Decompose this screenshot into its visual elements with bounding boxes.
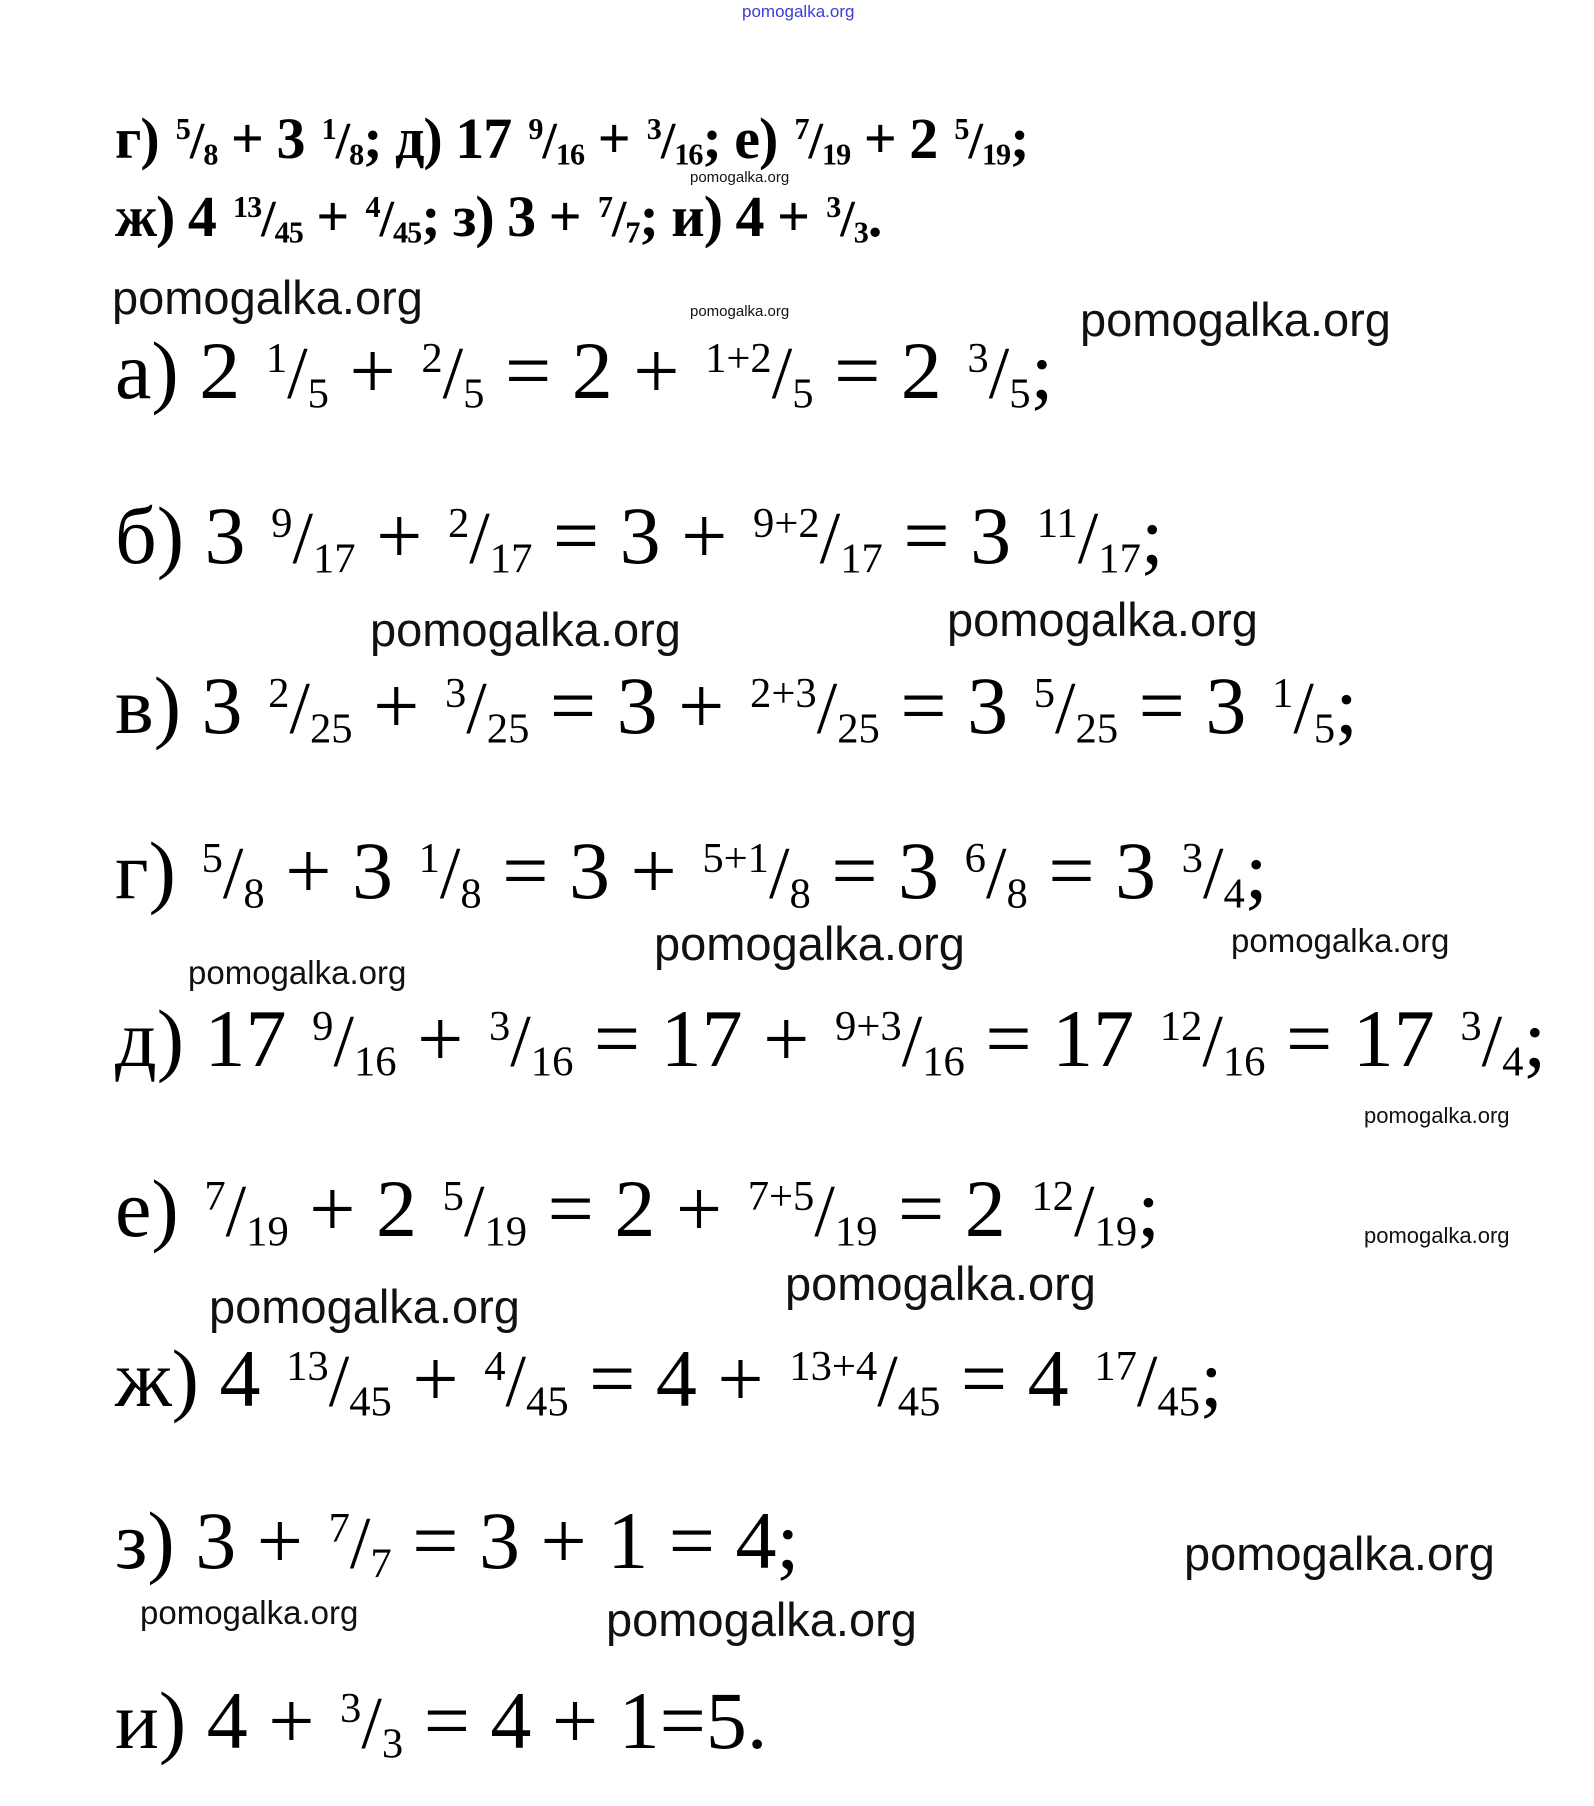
fraction — [830, 998, 965, 1084]
expression-text: ; — [1030, 325, 1054, 416]
fraction-slash: / — [292, 497, 313, 579]
fraction — [823, 188, 868, 248]
expression-text: = 2 — [877, 1163, 1027, 1254]
fraction — [1267, 665, 1335, 751]
fraction — [1026, 1168, 1137, 1254]
numerator: 4 — [484, 1342, 506, 1390]
denominator: 5 — [463, 370, 485, 418]
watermark: pomogalka.org — [1080, 293, 1391, 346]
fraction-slash: / — [225, 1170, 247, 1252]
fraction-slash: / — [463, 1170, 485, 1252]
fraction-slash: / — [1481, 1000, 1503, 1082]
numerator: 5 — [1033, 669, 1055, 717]
expression-text: + 3 — [264, 825, 414, 916]
fraction — [443, 495, 533, 581]
expression-text: = 17 + — [573, 993, 830, 1084]
expression-text: з) 3 + — [115, 1495, 324, 1586]
expression-text: = 3 — [1027, 825, 1177, 916]
fraction-slash: / — [840, 190, 854, 248]
expression-text: ; д) 17 — [363, 106, 525, 171]
task-line — [115, 106, 1029, 172]
numerator: 2 — [447, 499, 470, 547]
fraction-slash: / — [261, 190, 275, 248]
numerator: 9 — [528, 112, 543, 147]
solution-line-e — [115, 1163, 1160, 1256]
denominator: 19 — [822, 137, 851, 172]
denominator: 8 — [349, 137, 364, 172]
numerator: 3 — [1181, 834, 1203, 882]
numerator: 13 — [232, 190, 262, 225]
fraction — [307, 998, 397, 1084]
fraction-slash: / — [768, 832, 790, 914]
denominator: 25 — [837, 705, 880, 753]
solution-line-a — [115, 325, 1054, 418]
fraction-slash: / — [1202, 1000, 1223, 1082]
numerator: 2 — [421, 334, 443, 382]
expression-text: + — [302, 184, 362, 249]
fraction-slash: / — [1202, 832, 1224, 914]
fraction-slash: / — [439, 832, 461, 914]
expression-text: ; з) 3 + — [421, 184, 595, 249]
expression-text: ; — [1335, 660, 1358, 751]
fraction — [525, 110, 584, 170]
denominator: 25 — [486, 705, 530, 753]
fraction — [281, 1338, 392, 1424]
fraction — [1032, 495, 1141, 581]
numerator: 2+3 — [750, 669, 817, 717]
numerator: 3 — [488, 1002, 511, 1050]
numerator: 6 — [964, 834, 986, 882]
denominator: 25 — [1075, 705, 1119, 753]
fraction — [784, 1338, 940, 1424]
expression-text: = 2 — [813, 325, 963, 416]
fraction-slash: / — [819, 497, 841, 579]
fraction — [196, 830, 264, 916]
expression-text: б) 3 — [115, 490, 267, 581]
watermark: pomogalka.org — [188, 954, 407, 991]
denominator: 16 — [674, 137, 703, 172]
denominator: 8 — [203, 137, 218, 172]
numerator: 3 — [1460, 1002, 1482, 1050]
numerator: 5 — [201, 834, 223, 882]
denominator: 3 — [853, 215, 868, 250]
fraction-slash: / — [333, 1000, 354, 1082]
watermark: pomogalka.org — [209, 1280, 520, 1333]
expression-text: = 4 + — [568, 1333, 785, 1424]
expression-text: + 2 — [850, 106, 951, 171]
solution-line-b — [115, 490, 1164, 583]
fraction — [199, 1168, 289, 1254]
numerator: 9+2 — [753, 499, 820, 547]
fraction-slash: / — [466, 667, 487, 749]
fraction — [438, 1168, 528, 1254]
numerator: 1 — [265, 334, 288, 382]
fraction-slash: / — [379, 190, 394, 248]
expression-text: ; — [1140, 490, 1164, 581]
solution-line-d — [115, 993, 1547, 1086]
numerator: 3 — [826, 190, 841, 225]
numerator: 5 — [175, 112, 190, 147]
fraction — [172, 110, 217, 170]
denominator: 17 — [1098, 535, 1141, 583]
denominator: 16 — [922, 1038, 965, 1086]
numerator: 7+5 — [747, 1172, 815, 1220]
fraction — [951, 110, 1010, 170]
expression-text: = 17 — [964, 993, 1155, 1084]
watermark: pomogalka.org — [1364, 1103, 1510, 1128]
fraction-slash: / — [442, 332, 464, 414]
fraction-slash: / — [289, 667, 310, 749]
fraction — [1089, 1338, 1200, 1424]
fraction — [1029, 665, 1119, 751]
fraction — [791, 110, 850, 170]
numerator: 4 — [365, 190, 380, 225]
denominator: 45 — [897, 1378, 941, 1426]
denominator: 17 — [489, 535, 533, 583]
expression-text: + — [396, 993, 484, 1084]
expression-text: = 3 — [882, 490, 1032, 581]
fraction-slash: / — [1055, 667, 1076, 749]
denominator: 19 — [1094, 1208, 1138, 1256]
fraction — [484, 998, 574, 1084]
denominator: 8 — [243, 870, 265, 918]
fraction — [594, 188, 639, 248]
fraction — [266, 495, 356, 581]
fraction-slash: / — [328, 1340, 350, 1422]
fraction — [229, 188, 302, 248]
fraction-slash: / — [877, 1340, 898, 1422]
fraction — [700, 330, 814, 416]
fraction — [962, 330, 1030, 416]
fraction — [697, 830, 811, 916]
expression-text: = 3 — [810, 825, 960, 916]
fraction — [1177, 830, 1245, 916]
fraction-slash: / — [335, 112, 350, 170]
fraction — [440, 665, 530, 751]
fraction — [416, 330, 484, 416]
fraction-slash: / — [814, 1170, 835, 1252]
numerator: 2 — [268, 669, 290, 717]
numerator: 11 — [1036, 499, 1078, 547]
denominator: 19 — [834, 1208, 878, 1256]
expression-text: = 4 — [940, 1333, 1090, 1424]
expression-text: + 2 — [288, 1163, 438, 1254]
watermark: pomogalka.org — [112, 271, 423, 324]
numerator: 3 — [967, 334, 989, 382]
fraction-slash: / — [816, 667, 838, 749]
denominator: 16 — [1222, 1038, 1266, 1086]
fraction-slash: / — [660, 112, 675, 170]
fraction-slash: / — [1293, 667, 1314, 749]
fraction-slash: / — [510, 1000, 531, 1082]
expression-text: г) — [115, 106, 173, 171]
expression-text: = 2 + — [484, 325, 700, 416]
numerator: 9 — [271, 499, 293, 547]
denominator: 8 — [460, 870, 482, 918]
fraction-slash: / — [222, 832, 244, 914]
fraction-slash: / — [901, 1000, 923, 1082]
expression-text: ж) 4 — [115, 1333, 281, 1424]
expression-text: а) 2 — [115, 325, 261, 416]
watermark: pomogalka.org — [140, 1594, 359, 1631]
numerator: 1 — [418, 834, 440, 882]
watermark: pomogalka.org — [654, 917, 965, 970]
fraction-slash: / — [988, 332, 1010, 414]
fraction — [745, 665, 880, 751]
denominator: 16 — [530, 1038, 574, 1086]
expression-text: = 17 — [1265, 993, 1456, 1084]
numerator: 17 — [1094, 1342, 1137, 1390]
fraction — [261, 330, 329, 416]
denominator: 8 — [1006, 870, 1028, 918]
fraction-slash: / — [611, 190, 626, 248]
fraction — [479, 1338, 569, 1424]
watermark: pomogalka.org — [947, 593, 1258, 646]
expression-text: ; — [1244, 825, 1268, 916]
denominator: 19 — [484, 1208, 528, 1256]
numerator: 9+3 — [835, 1002, 902, 1050]
numerator: 5+1 — [702, 834, 769, 882]
expression-text: = 4 + 1=5. — [403, 1675, 768, 1766]
watermark: pomogalka.org — [1184, 1527, 1495, 1580]
expression-text: + — [328, 325, 417, 416]
fraction-slash: / — [968, 112, 982, 170]
fraction-slash: / — [771, 332, 793, 414]
solution-line-zh — [115, 1333, 1223, 1426]
fraction-slash: / — [985, 832, 1007, 914]
fraction — [362, 188, 421, 248]
denominator: 5 — [307, 370, 329, 418]
denominator: 45 — [1157, 1378, 1201, 1426]
fraction — [335, 1680, 403, 1766]
expression-text: е) — [115, 1163, 200, 1254]
numerator: 12 — [1031, 1172, 1074, 1220]
fraction-slash: / — [361, 1682, 382, 1764]
numerator: 3 — [340, 1684, 362, 1732]
numerator: 1 — [1272, 669, 1294, 717]
fraction-slash: / — [1073, 1170, 1095, 1252]
denominator: 3 — [381, 1720, 404, 1768]
numerator: 7 — [204, 1172, 226, 1220]
fraction-slash: / — [542, 112, 556, 170]
fraction-slash: / — [469, 497, 490, 579]
expression-text: ; е) — [702, 106, 791, 171]
fraction-slash: / — [1136, 1340, 1158, 1422]
expression-text: + — [391, 1333, 480, 1424]
fraction — [743, 1168, 878, 1254]
denominator: 45 — [393, 215, 422, 250]
expression-text: ; — [1010, 106, 1029, 171]
denominator: 19 — [981, 137, 1011, 172]
top-watermark[interactable]: pomogalka.org — [742, 2, 855, 21]
watermark: pomogalka.org — [370, 603, 681, 656]
solution-line-i — [115, 1675, 768, 1768]
denominator: 5 — [1313, 705, 1336, 753]
solution-line-v — [115, 660, 1358, 753]
denominator: 5 — [1009, 370, 1031, 418]
denominator: 8 — [789, 870, 811, 918]
fraction-slash: / — [349, 1502, 371, 1584]
expression-text: = 2 + — [527, 1163, 743, 1254]
fraction-slash: / — [505, 1340, 527, 1422]
solution-line-z — [115, 1495, 800, 1588]
expression-text: и) 4 + — [115, 1675, 335, 1766]
expression-text: = 3 — [879, 660, 1029, 751]
denominator: 7 — [370, 1540, 392, 1588]
denominator: 45 — [349, 1378, 392, 1426]
expression-text: = 3 + — [529, 660, 745, 751]
fraction-slash: / — [287, 332, 308, 414]
fraction — [960, 830, 1028, 916]
watermark: pomogalka.org — [1364, 1223, 1510, 1248]
denominator: 45 — [526, 1378, 569, 1426]
fraction — [263, 665, 353, 751]
numerator: 3 — [646, 112, 661, 147]
numerator: 13+4 — [789, 1342, 878, 1390]
denominator: 4 — [1223, 870, 1245, 918]
expression-text: ; — [1200, 1333, 1223, 1424]
numerator: 5 — [442, 1172, 464, 1220]
expression-text: . — [867, 184, 882, 249]
numerator: 13 — [286, 1342, 329, 1390]
expression-text: = 3 + — [532, 490, 748, 581]
numerator: 9 — [312, 1002, 334, 1050]
expression-text: ж) 4 — [115, 184, 230, 249]
fraction — [318, 110, 363, 170]
denominator: 16 — [353, 1038, 397, 1086]
watermark: pomogalka.org — [690, 303, 790, 320]
watermark: pomogalka.org — [606, 1593, 917, 1646]
denominator: 17 — [312, 535, 356, 583]
fraction — [1455, 998, 1523, 1084]
solution-line-g — [115, 825, 1268, 918]
expression-text: = 3 + — [481, 825, 698, 916]
denominator: 25 — [309, 705, 353, 753]
expression-text: + 3 — [217, 106, 318, 171]
expression-text: д) 17 — [115, 993, 308, 1084]
fraction-slash: / — [189, 112, 204, 170]
numerator: 3 — [444, 669, 467, 717]
watermark: pomogalka.org — [690, 169, 790, 186]
denominator: 5 — [792, 370, 814, 418]
expression-text: ; — [1523, 993, 1547, 1084]
fraction-slash: / — [1077, 497, 1099, 579]
numerator: 1 — [321, 112, 336, 147]
expression-text: = 3 — [1118, 660, 1267, 751]
numerator: 1+2 — [705, 334, 772, 382]
denominator: 19 — [246, 1208, 289, 1256]
numerator: 12 — [1159, 1002, 1203, 1050]
expression-text: ; и) 4 + — [639, 184, 823, 249]
denominator: 4 — [1502, 1038, 1524, 1086]
fraction — [1155, 998, 1266, 1084]
expression-text: ; — [1137, 1163, 1160, 1254]
expression-text: = 3 + 1 = 4; — [391, 1495, 800, 1586]
expression-text: + — [355, 490, 443, 581]
fraction — [643, 110, 702, 170]
denominator: 16 — [555, 137, 585, 172]
fraction — [413, 830, 481, 916]
numerator: 7 — [328, 1504, 350, 1552]
expression-text: г) — [115, 825, 197, 916]
denominator: 17 — [840, 535, 883, 583]
denominator: 45 — [274, 215, 303, 250]
denominator: 7 — [625, 215, 640, 250]
fraction-slash: / — [808, 112, 823, 170]
numerator: 5 — [954, 112, 969, 147]
numerator: 7 — [794, 112, 809, 147]
numerator: 7 — [597, 190, 612, 225]
task-line — [115, 184, 882, 250]
watermark: pomogalka.org — [1231, 922, 1450, 959]
fraction — [323, 1500, 391, 1586]
fraction — [748, 495, 883, 581]
expression-text: + — [584, 106, 644, 171]
watermark: pomogalka.org — [785, 1257, 1096, 1310]
expression-text: в) 3 — [115, 660, 264, 751]
expression-text: + — [352, 660, 440, 751]
